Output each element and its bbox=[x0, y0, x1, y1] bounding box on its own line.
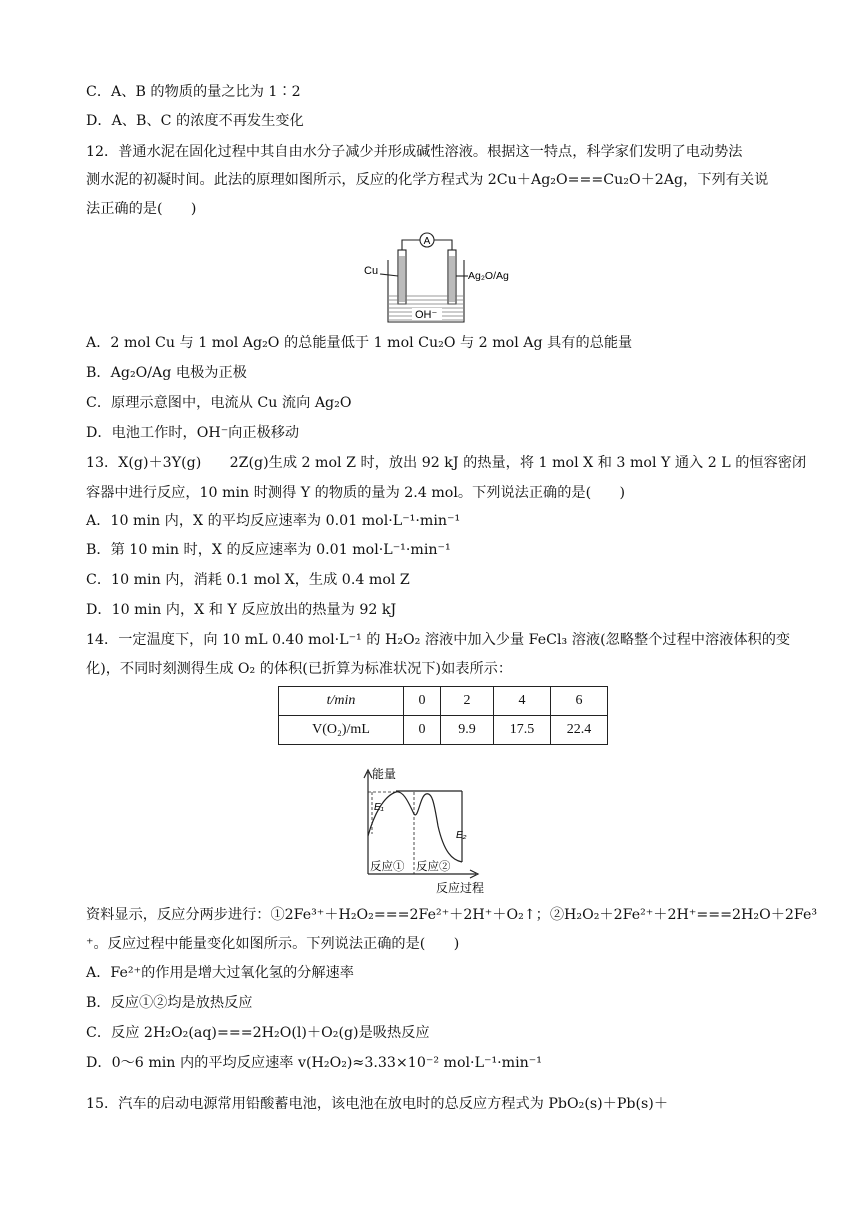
q14-option-b: B．反应①②均是放热反应 bbox=[86, 995, 253, 1011]
e2-label: E₂ bbox=[456, 830, 467, 841]
e1-label: E₁ bbox=[374, 802, 384, 813]
q14-option-c: C．反应 2H₂O₂(aq)===2H₂O(l)＋O₂(g)是吸热反应 bbox=[86, 1025, 430, 1041]
option-c-prev: C．A、B 的物质的量之比为 1∶2 bbox=[86, 84, 301, 100]
q12-line3: 法正确的是( ) bbox=[86, 201, 197, 217]
table-cell: 2 bbox=[441, 687, 494, 716]
q12-line2: 测水泥的初凝时间。此法的原理如图所示，反应的化学方程式为 2Cu＋Ag₂O===Cu₂O＋2Ag，下列有关说 bbox=[86, 172, 769, 188]
q15-line1: 15．汽车的启动电源常用铅酸蓄电池，该电池在放电时的总反应方程式为 PbO₂(s)＋Pb(s)＋ bbox=[86, 1096, 669, 1112]
table-cell: t/min bbox=[279, 687, 404, 716]
q14-info-line2: ⁺。反应过程中能量变化如图所示。下列说法正确的是( ) bbox=[86, 936, 460, 952]
q13-option-b: B．第 10 min 时，X 的反应速率为 0.01 mol·L⁻¹·min⁻¹ bbox=[86, 542, 451, 558]
q13-option-a: A．10 min 内，X 的平均反应速率为 0.01 mol·L⁻¹·min⁻¹ bbox=[86, 513, 461, 529]
table-cell: V(O₂)/mL bbox=[279, 716, 404, 745]
q14-info-line1: 资料显示，反应分两步进行：①2Fe³⁺＋H₂O₂===2Fe²⁺＋2H⁺＋O₂↑；②H₂O₂＋2Fe²⁺＋2H⁺===2H₂O＋2Fe³ bbox=[86, 907, 818, 923]
option-d-prev: D．A、B、C 的浓度不再发生变化 bbox=[86, 113, 304, 129]
table-cell: 17.5 bbox=[494, 716, 551, 745]
table-cell: 22.4 bbox=[551, 716, 608, 745]
energy-diagram bbox=[358, 766, 508, 896]
table-cell: 4 bbox=[494, 687, 551, 716]
table-cell: 0 bbox=[404, 716, 441, 745]
table-cell: 6 bbox=[551, 687, 608, 716]
cell-diagram bbox=[360, 226, 510, 330]
q12-option-a: A．2 mol Cu 与 1 mol Ag₂O 的总能量低于 1 mol Cu₂O 与 2 mol Ag 具有的总能量 bbox=[86, 335, 633, 351]
q12-option-d: D．电池工作时，OH⁻向正极移动 bbox=[86, 425, 300, 441]
ammeter-label: A bbox=[423, 236, 431, 247]
q12-line1: 12．普通水泥在固化过程中其自由水分子减少并形成碱性溶液。根据这一特点，科学家们发明了电动势法 bbox=[86, 144, 743, 160]
cu-label: Cu bbox=[364, 265, 379, 277]
q14-option-a: A．Fe²⁺的作用是增大过氧化氢的分解速率 bbox=[86, 965, 354, 981]
table-row bbox=[279, 687, 608, 716]
ag2o-label: Ag₂O/Ag bbox=[468, 270, 509, 282]
table-row bbox=[279, 716, 608, 745]
q12-option-c: C．原理示意图中，电流从 Cu 流向 Ag₂O bbox=[86, 395, 352, 411]
table-cell: 9.9 bbox=[441, 716, 494, 745]
o2-volume-table bbox=[278, 686, 608, 745]
q13-line1: 13．X(g)＋3Y(g) 2Z(g)生成 2 mol Z 时，放出 92 kJ 的热量，将 1 mol X 和 3 mol Y 通入 2 L 的恒容密闭 bbox=[86, 455, 807, 471]
q13-option-d: D．10 min 内，X 和 Y 反应放出的热量为 92 kJ bbox=[86, 602, 397, 618]
oh-label: OH⁻ bbox=[415, 309, 438, 321]
q14-option-d: D．0～6 min 内的平均反应速率 v(H₂O₂)≈3.33×10⁻² mol·L⁻¹·min⁻¹ bbox=[86, 1055, 542, 1071]
x-axis-label: 反应过程 bbox=[436, 881, 485, 895]
q12-option-b: B．Ag₂O/Ag 电极为正极 bbox=[86, 365, 247, 381]
table-cell: 0 bbox=[404, 687, 441, 716]
q14-line1: 14．一定温度下，向 10 mL 0.40 mol·L⁻¹ 的 H₂O₂ 溶液中加入少量 FeCl₃ 溶液(忽略整个过程中溶液体积的变 bbox=[86, 632, 791, 648]
step2-label: 反应② bbox=[416, 859, 451, 873]
q13-option-c: C．10 min 内，消耗 0.1 mol X，生成 0.4 mol Z bbox=[86, 572, 410, 588]
q14-line2: 化)，不同时刻测得生成 O₂ 的体积(已折算为标准状况下)如表所示： bbox=[86, 661, 513, 677]
step1-label: 反应① bbox=[370, 859, 405, 873]
y-axis-label: 能量 bbox=[372, 767, 397, 781]
q13-line2: 容器中进行反应，10 min 时测得 Y 的物质的量为 2.4 mol。下列说法正确的是( ) bbox=[86, 485, 626, 501]
